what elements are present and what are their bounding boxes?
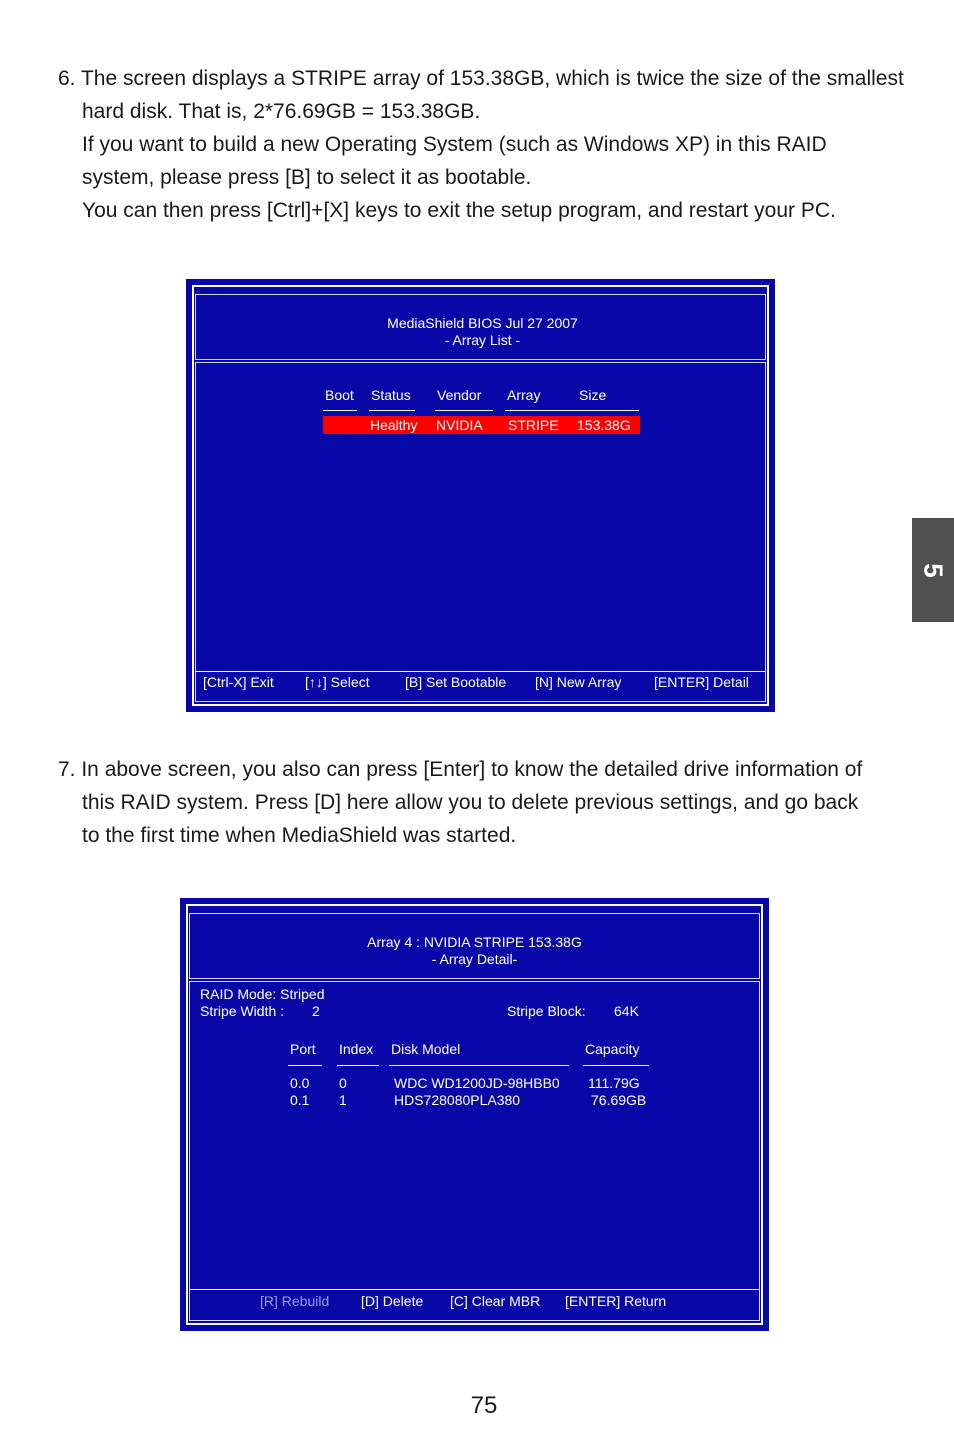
chapter-tab: [912, 518, 954, 622]
footer-detail[interactable]: [ENTER] Detail: [654, 674, 749, 690]
column-header-disk-model: Disk Model: [391, 1041, 461, 1057]
step-6-line-3: If you want to build a new Operating System (such as Windows XP) in this RAID: [82, 133, 827, 156]
bios-title: MediaShield BIOS Jul 27 2007: [387, 315, 578, 331]
column-underline: [505, 410, 639, 411]
column-header-array: Array: [507, 387, 541, 403]
bios-subtitle: - Array List -: [444, 332, 521, 348]
step-7-line-1: 7. In above screen, you also can press [Enter] to know the detailed drive information of: [58, 758, 863, 781]
column-header-status: Status: [371, 387, 411, 403]
chapter-number: 5: [918, 562, 949, 578]
array-row-vendor: NVIDIA: [436, 417, 483, 433]
column-header-index: Index: [339, 1041, 374, 1057]
column-header-vendor: Vendor: [437, 387, 482, 403]
footer-divider: [195, 671, 765, 672]
footer-exit[interactable]: [Ctrl-X] Exit: [203, 674, 274, 690]
step-6-line-2: hard disk. That is, 2*76.69GB = 153.38GB.: [82, 100, 481, 123]
stripe-block-value: 64K: [614, 1003, 639, 1019]
column-underline: [369, 410, 415, 411]
disk-row-index: 0: [339, 1075, 347, 1091]
column-header-size: Size: [579, 387, 607, 403]
column-underline: [435, 410, 493, 411]
detail-pane: [189, 981, 760, 1321]
column-underline: [583, 1065, 649, 1066]
disk-row-capacity: 76.69GB: [591, 1092, 647, 1108]
disk-row-port: 0.0: [290, 1075, 310, 1091]
column-underline: [389, 1065, 569, 1066]
disk-row-index: 1: [339, 1092, 347, 1108]
raid-mode: RAID Mode: Striped: [200, 986, 325, 1002]
stripe-width-label: Stripe Width :: [200, 1003, 285, 1019]
step-7-line-2: this RAID system. Press [D] here allow you to delete previous settings, and go back: [82, 791, 859, 814]
column-header-capacity: Capacity: [585, 1041, 640, 1057]
column-header-port: Port: [290, 1041, 316, 1057]
stripe-block-label: Stripe Block:: [507, 1003, 586, 1019]
footer-set-bootable[interactable]: [B] Set Bootable: [405, 674, 507, 690]
step-6-text: [58, 62, 904, 227]
list-pane: [195, 362, 766, 702]
array-row-array: STRIPE: [508, 417, 559, 433]
column-underline: [337, 1065, 379, 1066]
column-header-boot: Boot: [325, 387, 354, 403]
footer-return[interactable]: [ENTER] Return: [565, 1293, 667, 1309]
array-row-status: Healthy: [370, 417, 418, 433]
page-number: 75: [470, 1392, 498, 1419]
step-6-line-4: system, please press [B] to select it as bootable.: [82, 166, 532, 189]
detail-title: Array 4 : NVIDIA STRIPE 153.38G: [367, 934, 582, 950]
footer-clear-mbr[interactable]: [C] Clear MBR: [450, 1293, 541, 1309]
step-7-text: [58, 753, 862, 852]
disk-row-capacity: 111.79G: [588, 1075, 640, 1091]
array-row-size: 153.38G: [577, 417, 631, 433]
step-6-line-1: 6. The screen displays a STRIPE array of 153.38GB, which is twice the size of the smallest: [58, 67, 904, 90]
step-6-line-5: You can then press [Ctrl]+[X] keys to exit the setup program, and restart your PC.: [82, 199, 836, 222]
disk-row-port: 0.1: [290, 1092, 310, 1108]
footer-select[interactable]: [↑↓] Select: [305, 674, 370, 690]
bios-screen-array-list: [186, 279, 775, 712]
footer-rebuild: [R] Rebuild: [260, 1293, 330, 1309]
bios-screen-array-detail: [180, 898, 769, 1331]
stripe-width-value: 2: [312, 1003, 320, 1019]
disk-row-model: HDS728080PLA380: [394, 1092, 521, 1108]
step-7-line-3: to the first time when MediaShield was started.: [82, 824, 517, 847]
footer-new-array[interactable]: [N] New Array: [535, 674, 622, 690]
detail-subtitle: - Array Detail-: [431, 951, 518, 967]
column-underline: [323, 410, 357, 411]
footer-divider: [189, 1289, 759, 1290]
footer-delete[interactable]: [D] Delete: [361, 1293, 424, 1309]
column-underline: [288, 1065, 322, 1066]
disk-row-model: WDC WD1200JD-98HBB0: [394, 1075, 560, 1091]
